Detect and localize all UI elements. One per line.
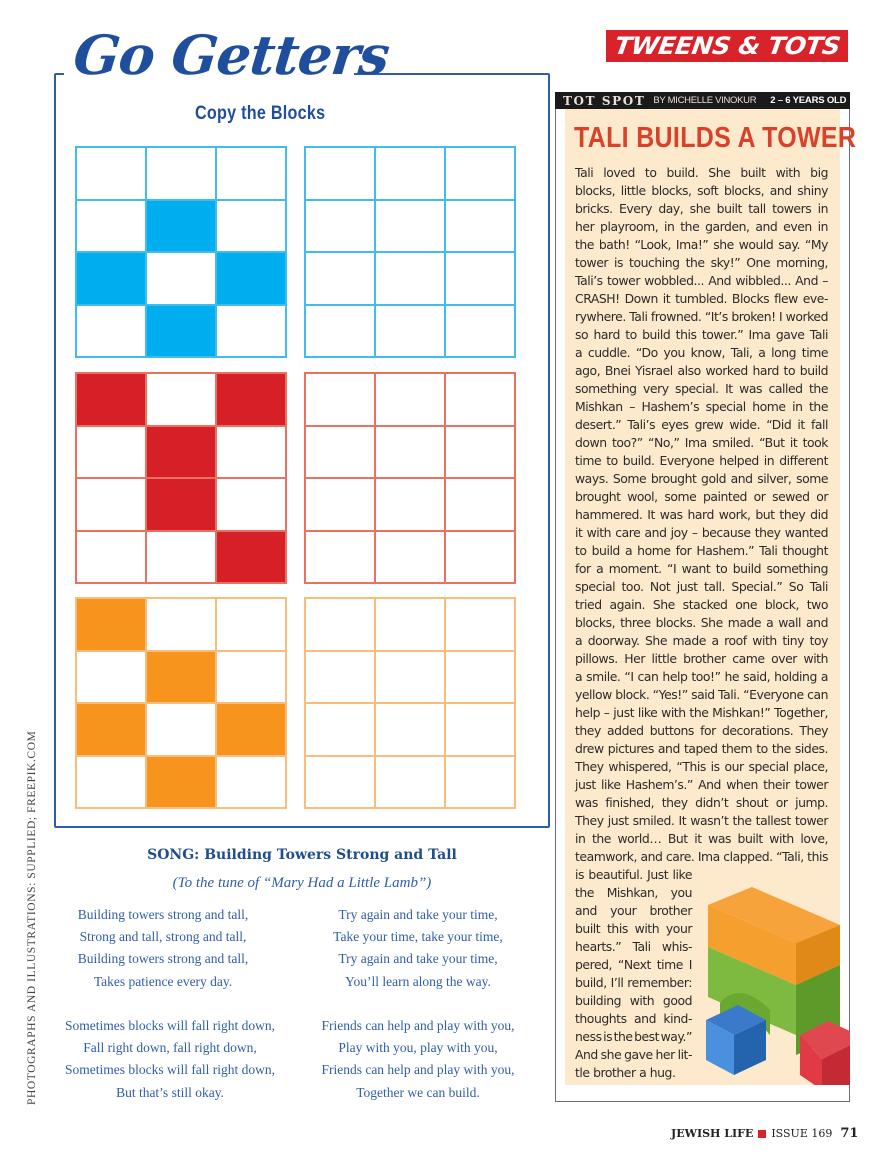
story-line: a smile. “I can help too!” he said, holding a	[575, 669, 828, 684]
story-line: hearts.” Tali whis-	[575, 939, 692, 954]
story-line: the bath! “Look, Ima!” she would say. “My	[575, 237, 828, 252]
story-line: tower is touching the sky!” One morning,	[575, 255, 828, 270]
story-line: hammered. It was hard work, but they did	[575, 507, 828, 522]
story-line: They whispered, “This is our special place,	[575, 759, 828, 774]
author-byline: BY MICHELLE VINOKUR	[653, 95, 757, 106]
empty-cell[interactable]	[375, 305, 445, 358]
story-line: bricks. Every day, she built tall towers in	[575, 201, 828, 216]
story-line: so hard to build this tower.” Ima gave Tali	[575, 327, 828, 342]
activity-subtitle: Copy the Blocks	[195, 103, 326, 124]
empty-cell	[216, 426, 286, 479]
empty-cell[interactable]	[445, 252, 515, 305]
empty-cell	[76, 200, 146, 253]
song-line: Strong and tall, strong and tall,	[79, 929, 247, 945]
story-line: built this with your	[575, 921, 692, 936]
filled-cell	[216, 531, 286, 584]
photo-credit: PHOTOGRAPHS AND ILLUSTRATIONS: SUPPLIED; FREEPIK.COM	[26, 730, 38, 1105]
story-line: Tali’s tower wobbled... And wibbled... And –	[575, 273, 828, 288]
filled-cell	[146, 756, 216, 809]
empty-cell[interactable]	[375, 598, 445, 651]
story-line: teamwork, and care. Ima clapped. “Tali, this	[575, 849, 828, 864]
story-line: in the world… But it was built with love,	[575, 831, 828, 846]
empty-cell[interactable]	[445, 703, 515, 756]
story-line: time to build. Everyone helped in different	[575, 453, 828, 468]
red-square-icon	[758, 1130, 766, 1138]
section-title: Go Getters	[70, 23, 392, 87]
filled-cell	[216, 703, 286, 756]
song-line: Friends can help and play with you,	[321, 1018, 515, 1033]
song-line: Sometimes blocks will fall right down,	[65, 1062, 275, 1078]
story-line: the Mishkan, you	[575, 885, 692, 900]
empty-cell[interactable]	[375, 200, 445, 253]
empty-cell[interactable]	[375, 478, 445, 531]
story-header-bar	[555, 92, 850, 109]
empty-cell	[76, 531, 146, 584]
filled-cell	[76, 373, 146, 426]
story-line: it with care and joy – because they wanted	[575, 525, 828, 540]
story-line: CRASH! Down it tumbled. Blocks flew eve-	[575, 291, 828, 306]
empty-cell[interactable]	[305, 531, 375, 584]
filled-cell	[216, 373, 286, 426]
empty-cell	[146, 703, 216, 756]
empty-cell[interactable]	[305, 373, 375, 426]
story-line: down too?” “No,” Ima smiled. “But it took	[575, 435, 828, 450]
story-line: drew pictures and taped them to the sides.	[575, 741, 828, 756]
song-line: Building towers strong and tall,	[77, 951, 249, 967]
tweens-tots-logo	[606, 30, 848, 62]
example-grid	[75, 372, 287, 584]
song-line: Fall right down, fall right down,	[83, 1040, 257, 1056]
issue-number: ISSUE 169	[771, 1127, 833, 1140]
story-line: tle brother a hug.	[575, 1065, 676, 1080]
empty-cell[interactable]	[375, 703, 445, 756]
filled-cell	[76, 598, 146, 651]
story-line: They just smiled. It wasn’t the tallest tower	[575, 813, 828, 828]
story-line: blocks, three blocks. She made a wall and	[575, 615, 828, 630]
empty-cell[interactable]	[305, 651, 375, 704]
example-grid	[75, 146, 287, 358]
empty-cell[interactable]	[375, 252, 445, 305]
filled-cell	[146, 651, 216, 704]
empty-cell[interactable]	[445, 305, 515, 358]
filled-cell	[146, 305, 216, 358]
empty-cell	[146, 147, 216, 200]
empty-cell[interactable]	[445, 373, 515, 426]
story-line: ago, Bnei Yisrael also worked hard to build	[575, 363, 828, 378]
copy-grid[interactable]	[304, 597, 516, 809]
story-line: Tali loved to build. She built with big	[575, 165, 828, 180]
empty-cell[interactable]	[445, 598, 515, 651]
empty-cell[interactable]	[305, 598, 375, 651]
empty-cell[interactable]	[375, 531, 445, 584]
story-line: yellow block. “Yes!” said Tali. “Everyone can	[575, 687, 828, 702]
empty-cell	[146, 598, 216, 651]
example-grid	[75, 597, 287, 809]
song-line: But that’s still okay.	[116, 1084, 224, 1100]
empty-cell[interactable]	[375, 756, 445, 809]
story-line: desert.” Tali’s eyes grew wide. “Did it fall	[575, 417, 828, 432]
story-line: And she gave her lit-	[575, 1047, 692, 1062]
story-line: they added buttons for decorations. They	[575, 723, 828, 738]
empty-cell[interactable]	[305, 305, 375, 358]
empty-cell[interactable]	[375, 651, 445, 704]
empty-cell[interactable]	[305, 200, 375, 253]
song-line: Play with you, play with you,	[338, 1040, 498, 1056]
song-stanza	[38, 904, 288, 993]
empty-cell[interactable]	[305, 478, 375, 531]
story-line: is beautiful. Just like	[575, 867, 692, 882]
empty-cell[interactable]	[445, 426, 515, 479]
story-line: ness is the best way.”	[575, 1029, 692, 1044]
song-line: Try again and take your time,	[338, 951, 498, 967]
story-line: and your brother	[575, 903, 692, 918]
story-line: brought wool, some painted or sewed or	[575, 489, 828, 504]
magazine-name: JEWISH LIFE	[671, 1127, 754, 1140]
filled-cell	[146, 478, 216, 531]
story-line: thoughts and kind-	[575, 1011, 692, 1026]
empty-cell[interactable]	[305, 703, 375, 756]
song-stanza	[293, 904, 543, 993]
song-stanza	[293, 1015, 543, 1104]
empty-cell	[76, 756, 146, 809]
story-line: building with good	[575, 993, 692, 1008]
empty-cell	[146, 373, 216, 426]
column-name: TOT SPOT	[563, 93, 646, 108]
filled-cell	[76, 252, 146, 305]
page-number: 71	[840, 1126, 859, 1141]
story-title: TALI BUILDS A TOWER	[574, 122, 857, 154]
empty-cell	[216, 305, 286, 358]
empty-cell[interactable]	[445, 756, 515, 809]
empty-cell[interactable]	[445, 147, 515, 200]
age-range: 2 – 6 YEARS OLD	[770, 95, 847, 106]
empty-cell	[76, 426, 146, 479]
empty-cell[interactable]	[305, 147, 375, 200]
story-line: help – just like with the Mishkan!” Together,	[575, 705, 828, 720]
story-line: blocks, little blocks, soft blocks, and shiny	[575, 183, 828, 198]
empty-cell[interactable]	[375, 426, 445, 479]
empty-cell[interactable]	[375, 373, 445, 426]
empty-cell	[216, 598, 286, 651]
story-line: just like Hashem’s.” And when their tower	[575, 777, 828, 792]
song-line: You’ll learn along the way.	[345, 973, 491, 989]
empty-cell	[216, 147, 286, 200]
empty-cell[interactable]	[305, 756, 375, 809]
song-line: Sometimes blocks will fall right down,	[65, 1018, 275, 1033]
logo-text: TWEENS & TOTS	[612, 32, 842, 60]
empty-cell	[146, 531, 216, 584]
story-line: tried again. She stacked one block, two	[575, 597, 828, 612]
filled-cell	[146, 426, 216, 479]
empty-cell	[216, 200, 286, 253]
song-title: SONG: Building Towers Strong and Tall	[147, 847, 457, 863]
story-line: rywhere. Tali frowned. “It’s broken! I worked	[575, 309, 828, 324]
story-body	[575, 164, 828, 866]
song-line: Take your time, take your time,	[333, 929, 503, 945]
story-line: Mishkan – Hashem’s special home in the	[575, 399, 828, 414]
song-line: Friends can help and play with you,	[321, 1062, 515, 1078]
story-line: was finished, they didn’t shout or jump.	[575, 795, 828, 810]
story-line: ways. Some brought gold and silver, some	[575, 471, 828, 486]
song-subtitle: (To the tune of “Mary Had a Little Lamb”)	[172, 875, 432, 891]
empty-cell[interactable]	[305, 252, 375, 305]
toy-blocks-illustration	[700, 885, 850, 1085]
empty-cell	[216, 651, 286, 704]
empty-cell[interactable]	[445, 200, 515, 253]
empty-cell	[146, 252, 216, 305]
song-line: Try again and take your time,	[338, 907, 498, 922]
empty-cell[interactable]	[445, 531, 515, 584]
filled-cell	[76, 703, 146, 756]
song-line: Takes patience every day.	[93, 973, 233, 989]
blue-cube-icon	[706, 1005, 766, 1075]
song-stanza	[45, 1015, 295, 1104]
page-footer	[671, 1126, 858, 1141]
story-line: special too. Not just tall. Special.” So Tali	[575, 579, 828, 594]
story-line: pillows. Her little brother came over with	[575, 651, 828, 666]
story-line: her playroom, in the garden, and even in	[575, 219, 828, 234]
empty-cell	[216, 478, 286, 531]
copy-grid[interactable]	[304, 372, 516, 584]
filled-cell	[216, 252, 286, 305]
empty-cell[interactable]	[375, 147, 445, 200]
story-line: pered, “Next time I	[575, 957, 692, 972]
song-line: Together we can build.	[356, 1084, 480, 1100]
empty-cell	[216, 756, 286, 809]
empty-cell	[76, 651, 146, 704]
story-line: for a moment. “I want to build something	[575, 561, 828, 576]
story-line: a doorway. She made a roof with tiny toy	[575, 633, 828, 648]
empty-cell[interactable]	[445, 651, 515, 704]
filled-cell	[146, 200, 216, 253]
song-line: Building towers strong and tall,	[77, 907, 249, 922]
story-line: a cuddle. “Do you know, Tali, a long time	[575, 345, 828, 360]
story-line: to build a home for Hashem.” Tali thought	[575, 543, 828, 558]
copy-grid[interactable]	[304, 146, 516, 358]
empty-cell	[76, 305, 146, 358]
empty-cell[interactable]	[305, 426, 375, 479]
story-line: something very special. It was called the	[575, 381, 828, 396]
empty-cell	[76, 478, 146, 531]
story-line: build, I’ll remember:	[575, 975, 692, 990]
empty-cell	[76, 147, 146, 200]
empty-cell[interactable]	[445, 478, 515, 531]
